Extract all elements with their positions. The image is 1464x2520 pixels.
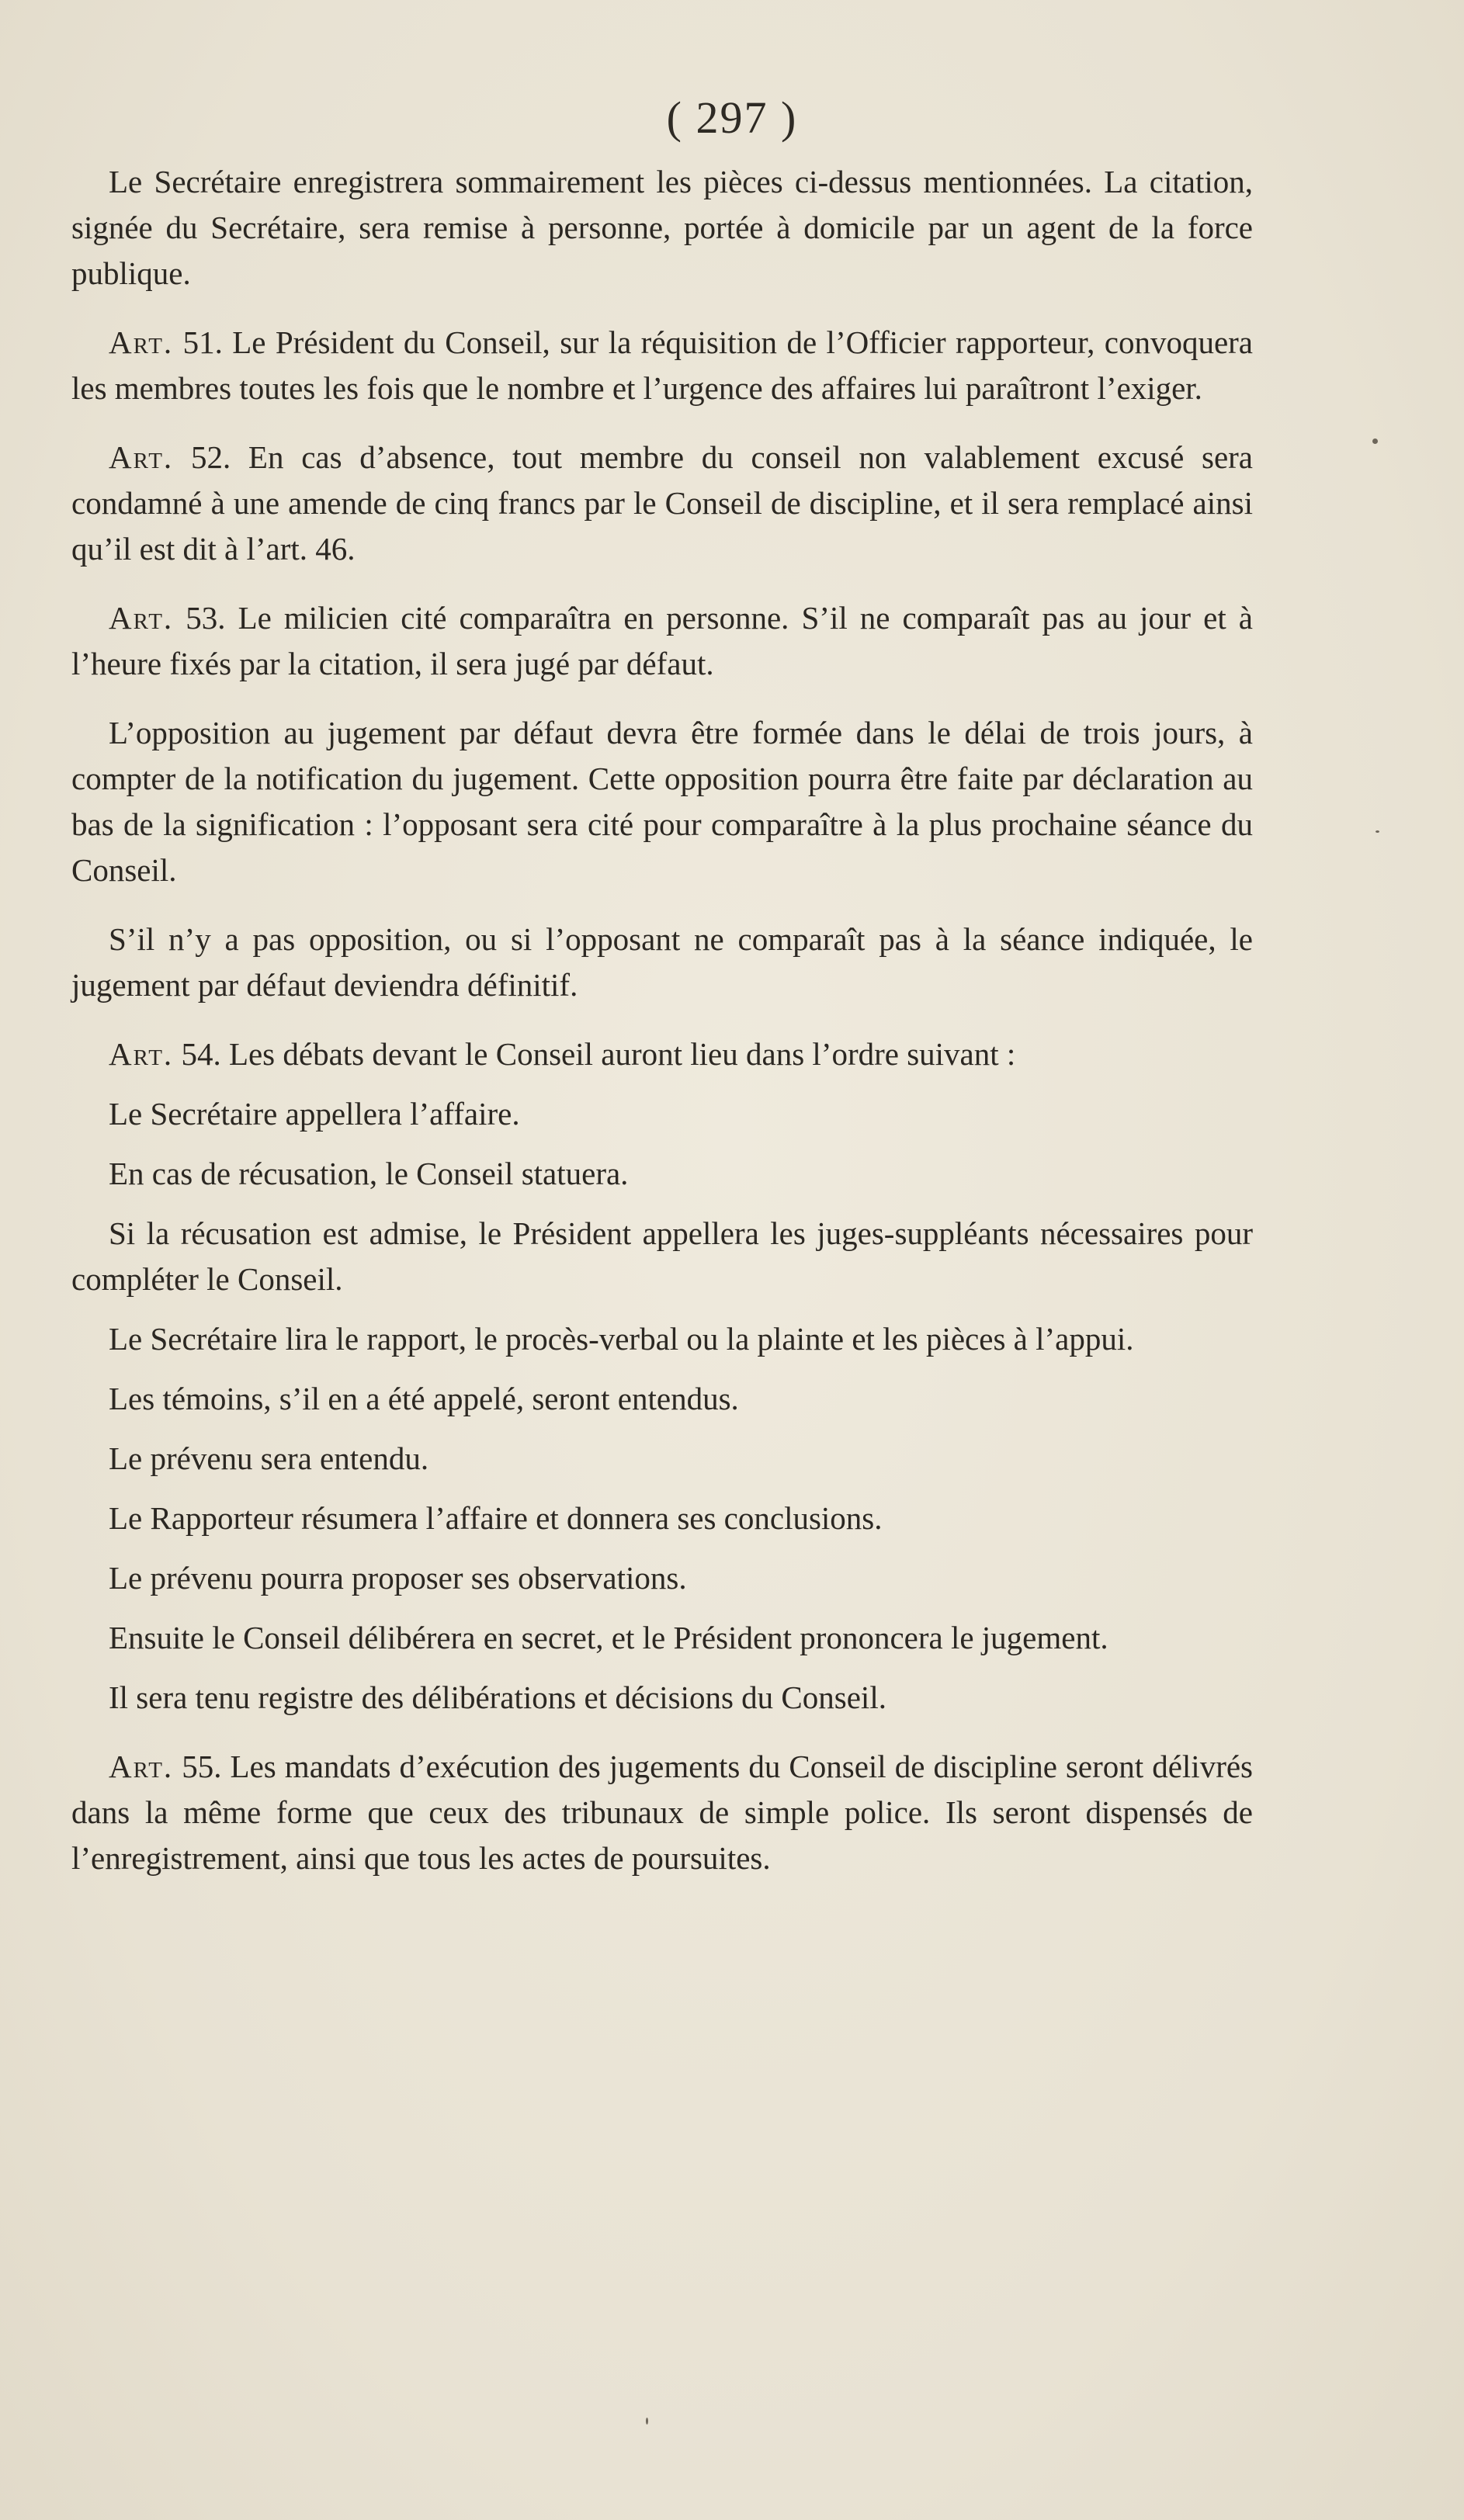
article-label: Art. bbox=[109, 324, 174, 360]
article-label: Art. bbox=[109, 600, 174, 636]
paragraph: En cas de récusation, le Conseil statuera. bbox=[109, 1156, 629, 1191]
article-53: Art. 53. Le milicien cité comparaîtra en personne. S’il ne comparaît pas au jour et à l’heure fixés par la citation, il sera jugé par défaut. bbox=[71, 600, 1253, 681]
ink-speck bbox=[646, 2418, 648, 2425]
body-text bbox=[71, 159, 1253, 1905]
paragraph: L’opposition au jugement par défaut devra être formée dans le délai de trois jours, à compter de la notification du jugement. Cette opposition pourra être faite par déclaration au bas de la signification : l’opposant sera cité pour comparaître à la plus prochaine séance du Conseil. bbox=[71, 715, 1253, 888]
paragraph: Le Secrétaire appellera l’affaire. bbox=[109, 1096, 520, 1132]
paragraph: Le Secrétaire enregistrera sommairement les pièces ci-dessus mentionnées. La citation, signée du Secrétaire, sera remise à personne, portée à domicile par un agent de la force publique. bbox=[71, 164, 1253, 291]
ink-speck bbox=[1376, 830, 1379, 833]
paragraph: Il sera tenu registre des délibérations et décisions du Conseil. bbox=[109, 1679, 886, 1715]
paragraph: Le Rapporteur résumera l’affaire et donnera ses conclusions. bbox=[109, 1500, 883, 1536]
paragraph: Ensuite le Conseil délibérera en secret, et le Président prononcera le jugement. bbox=[109, 1620, 1108, 1655]
page-number: ( 297 ) bbox=[666, 92, 798, 143]
article-55: Art. 55. Les mandats d’exécution des jugements du Conseil de discipline seront délivrés dans la même forme que ceux des tribunaux de simple police. Ils seront dispensés de l’enregistrement, ainsi que tous les actes de poursuites. bbox=[71, 1749, 1254, 1876]
paragraph: Si la récusation est admise, le Président appellera les juges-suppléants nécessaires pour compléter le Conseil. bbox=[71, 1215, 1253, 1297]
paragraph: Le prévenu pourra proposer ses observations. bbox=[109, 1560, 687, 1596]
article-52: Art. 52. En cas d’absence, tout membre du conseil non valablement excusé sera condamné à une amende de cinq francs par le Conseil de discipline, et il sera remplacé ainsi qu’il est dit à l’art. 46. bbox=[71, 439, 1254, 567]
article-label: Art. bbox=[109, 439, 174, 475]
article-label: Art. bbox=[109, 1749, 174, 1784]
paragraph: Le prévenu sera entendu. bbox=[109, 1440, 429, 1476]
paragraph: Les témoins, s’il en a été appelé, seront entendus. bbox=[109, 1381, 739, 1416]
article-label: Art. bbox=[109, 1036, 174, 1072]
paragraph: Le Secrétaire lira le rapport, le procès-verbal ou la plainte et les pièces à l’appui. bbox=[109, 1321, 1134, 1357]
article-54: Art. 54. Les débats devant le Conseil auront lieu dans l’ordre suivant : bbox=[109, 1036, 1016, 1072]
ink-speck bbox=[1372, 438, 1378, 444]
article-51: Art. 51. Le Président du Conseil, sur la réquisition de l’Officier rapporteur, convoquera les membres toutes les fois que le nombre et l’urgence des affaires lui paraîtront l’exiger. bbox=[71, 324, 1253, 406]
paragraph: S’il n’y a pas opposition, ou si l’opposant ne comparaît pas à la séance indiquée, le jugement par défaut deviendra définitif. bbox=[71, 921, 1253, 1003]
